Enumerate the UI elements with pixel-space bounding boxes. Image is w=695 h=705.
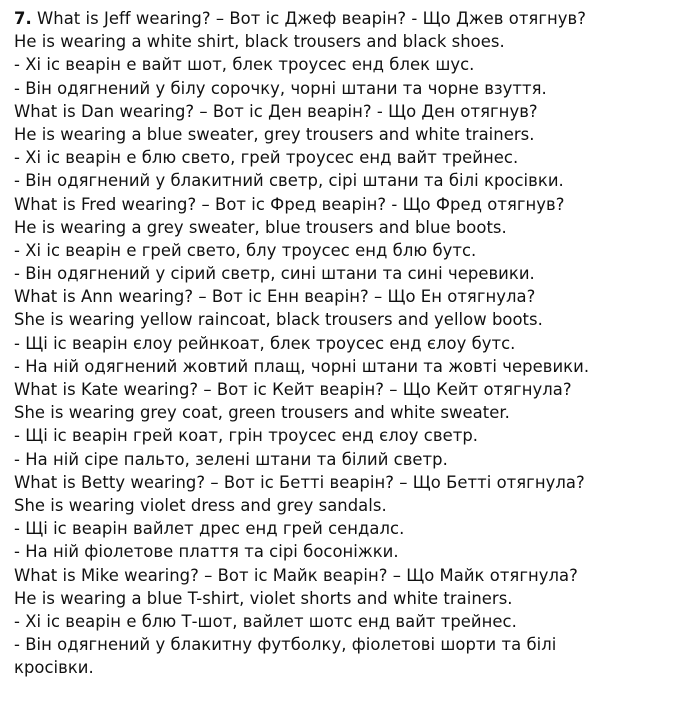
text-line: He is wearing a blue sweater, grey trousers and white trainers. — [14, 124, 535, 144]
text-line: - На ній сіре пальто, зелені штани та білий светр. — [14, 449, 448, 469]
text-line: She is wearing violet dress and grey sandals. — [14, 495, 387, 515]
text-line: What is Dan wearing? – Вот іс Ден веарін? - Що Ден отягнув? — [14, 101, 538, 121]
text-line: What is Kate wearing? – Вот іс Кейт веарін? – Що Кейт отягнула? — [14, 380, 572, 399]
text-line: What is Ann wearing? – Вот іс Енн веарін? – Що Ен отягнула? — [14, 287, 536, 307]
text-line: - Хі іс веарін е грей свето, блу троусес енд блю бутс. — [14, 240, 477, 260]
text-line: - На ній одягнений жовтий плащ, чорні штани та жовті черевики. — [14, 356, 590, 376]
text-line: She is wearing yellow raincoat, black trousers and yellow boots. — [14, 310, 543, 330]
text-line: She is wearing grey coat, green trousers and white sweater. — [14, 403, 510, 423]
text-line: - На ній фіолетове плаття та сірі босоніжки. — [14, 542, 399, 562]
text-line: What is Mike wearing? – Вот іс Майк веарін? – Що Майк отягнула? — [14, 565, 578, 585]
text-line: What is Betty wearing? – Вот іс Бетті веарін? – Що Бетті отягнула? — [14, 472, 585, 492]
text-line-content: What is Jeff wearing? – Вот іс Джеф веарін? - Що Джев отягнув? — [31, 9, 586, 28]
text-line: He is wearing a blue T-shirt, violet shorts and white trainers. — [14, 588, 513, 608]
text-line: He is wearing a white shirt, black trousers and black shoes. — [14, 32, 505, 52]
text-line: What is Fred wearing? – Вот іс Фред веарін? - Що Фред отягнув? — [14, 194, 565, 214]
text-line — [14, 7, 692, 30]
exercise-text — [14, 7, 692, 679]
text-line: He is wearing a grey sweater, blue trousers and blue boots. — [14, 217, 507, 237]
text-line: кросівки. — [14, 658, 94, 678]
text-line: - Він одягнений у блакитний светр, сірі штани та білі кросівки. — [14, 171, 564, 191]
text-line: - Щі іс веарін вайлет дрес енд грей сендалс. — [14, 519, 405, 539]
text-line: - Він одягнений у сірий светр, сині штани та сині черевики. — [14, 264, 535, 284]
text-line: - Щі іс веарін грей коат, грін троусес енд єлоу светр. — [14, 426, 479, 446]
text-line: - Хі іс веарін е вайт шот, блек троусес енд блек шус. — [14, 55, 475, 75]
text-line: - Хі іс веарін е блю свето, грей троусес енд вайт трейнес. — [14, 148, 519, 168]
text-line: - Він одягнений у білу сорочку, чорні штани та чорне взуття. — [14, 78, 547, 98]
text-line: - Він одягнений у блакитну футболку, фіолетові шорти та білі — [14, 635, 557, 655]
text-line: - Щі іс веарін єлоу рейнкоат, блек троусес енд єлоу бутс. — [14, 333, 516, 353]
exercise-number: 7. — [14, 9, 32, 28]
text-line: - Хі іс веарін е блю Т-шот, вайлет шотс енд вайт трейнес. — [14, 611, 517, 631]
